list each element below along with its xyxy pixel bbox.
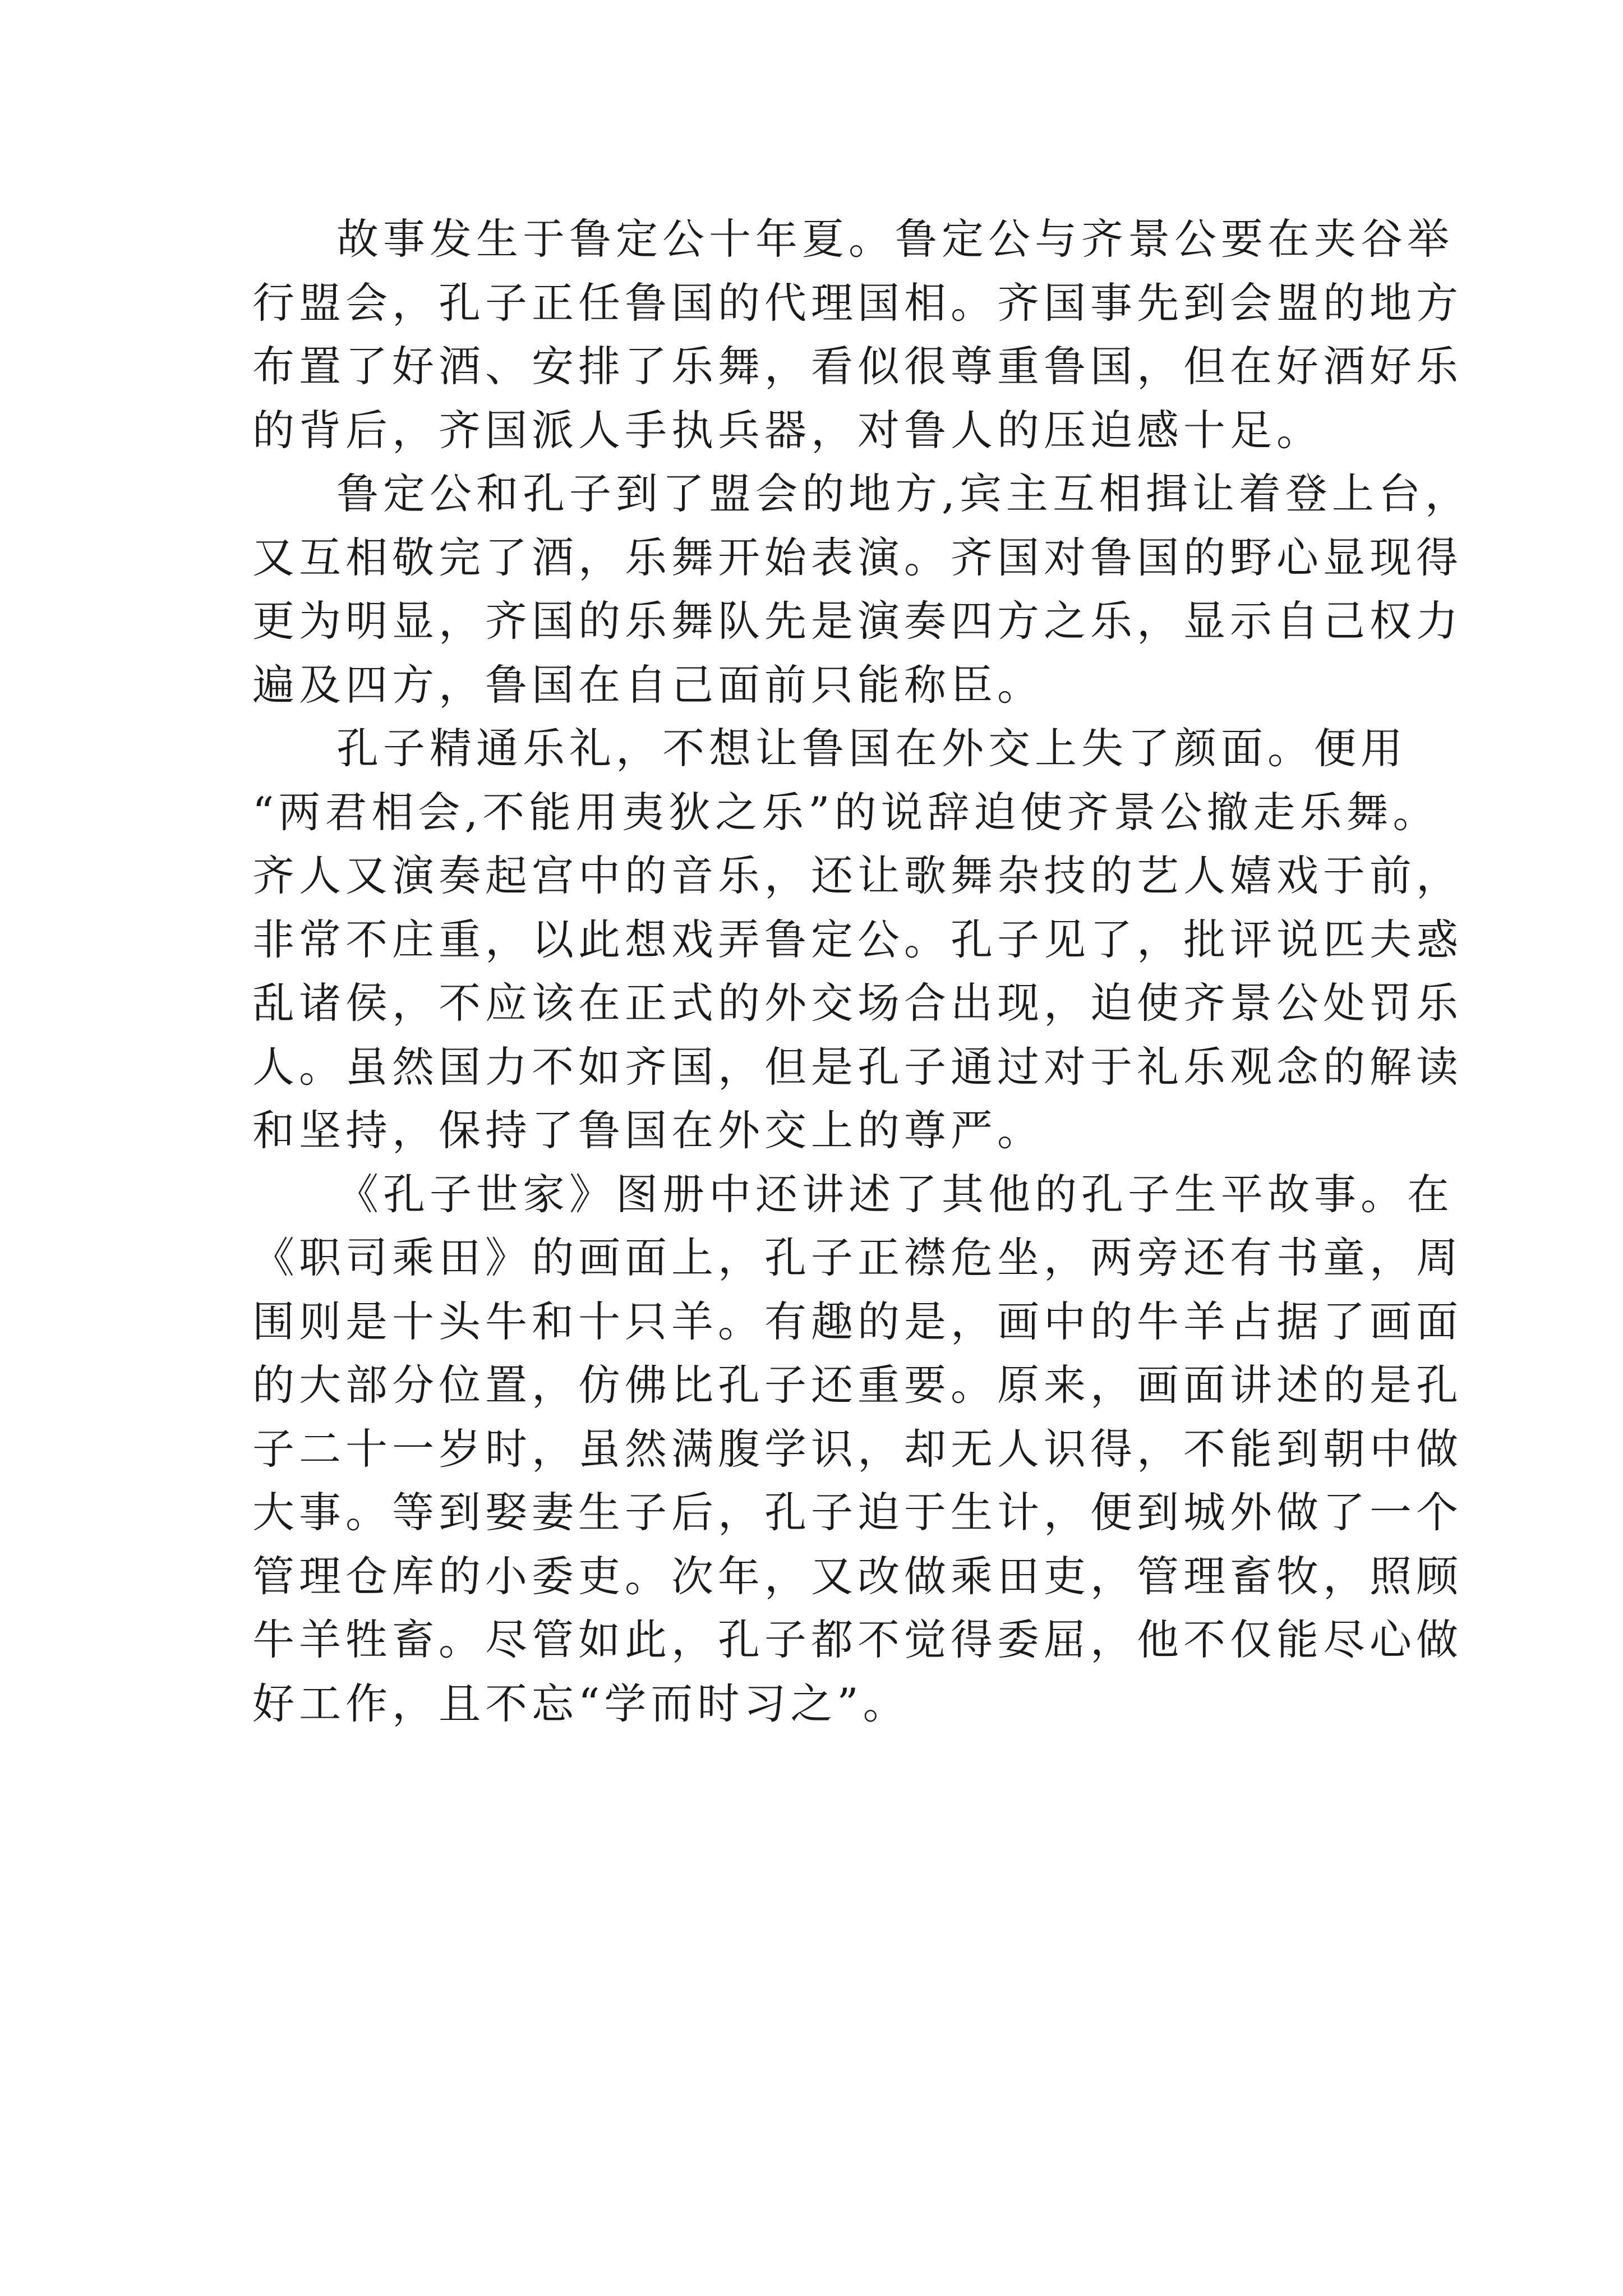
- paragraph-line: 又互相敬完了酒，乐舞开始表演。齐国对鲁国的野心显现得: [252, 532, 1463, 582]
- paragraph-3: [252, 717, 1463, 1163]
- paragraph-line: 大事。等到娶妻生子后，孔子迫于生计，便到城外做了一个: [252, 1488, 1463, 1537]
- paragraph-line: “两君相会,不能用夷狄之乐”的说辞迫使齐景公撤走乐舞。: [252, 787, 1440, 837]
- paragraph-line: 更为明显，齐国的乐舞队先是演奏四方之乐，显示自己权力: [252, 596, 1463, 646]
- paragraph-line: 《职司乘田》的画面上，孔子正襟危坐，两旁还有书童，周: [252, 1233, 1463, 1282]
- paragraph-line: 牛羊牲畜。尽管如此，孔子都不觉得委屈，他不仅能尽心做: [252, 1615, 1463, 1664]
- paragraph-line: 鲁定公和孔子到了盟会的地方,宾主互相揖让着登上台，: [336, 469, 1472, 518]
- paragraph-line: 故事发生于鲁定公十年夏。鲁定公与齐景公要在夹谷举: [336, 214, 1454, 264]
- paragraph-line: 乱诸侯，不应该在正式的外交场合出现，迫使齐景公处罚乐: [252, 978, 1463, 1028]
- paragraph-line: 齐人又演奏起宫中的音乐，还让歌舞杂技的艺人嬉戏于前，: [252, 851, 1463, 900]
- paragraph-line: 子二十一岁时，虽然满腹学识，却无人识得，不能到朝中做: [252, 1424, 1463, 1474]
- paragraph-line: 人。虽然国力不如齐国，但是孔子通过对于礼乐观念的解读: [252, 1042, 1463, 1092]
- paragraph-line: 孔子精通乐礼，不想让鲁国在外交上失了颜面。便用: [336, 724, 1408, 773]
- paragraph-line: 的大部分位置，仿佛比孔子还重要。原来，画面讲述的是孔: [252, 1360, 1463, 1410]
- paragraph-line: 管理仓库的小委吏。次年，又改做乘田吏，管理畜牧，照顾: [252, 1551, 1463, 1601]
- paragraph-4: [252, 1163, 1463, 1736]
- paragraph-line: 遍及四方，鲁国在自己面前只能称臣。: [252, 660, 1044, 710]
- paragraph-2: [252, 462, 1472, 717]
- article-body: [252, 208, 1472, 1736]
- paragraph-line: 布置了好酒、安排了乐舞，看似很尊重鲁国，但在好酒好乐: [252, 342, 1463, 391]
- paragraph-line: 和坚持，保持了鲁国在外交上的尊严。: [252, 1106, 1044, 1155]
- paragraph-line: 行盟会，孔子正任鲁国的代理国相。齐国事先到会盟的地方: [252, 278, 1463, 328]
- paragraph-line: 的背后，齐国派人手执兵器，对鲁人的压迫感十足。: [252, 405, 1324, 455]
- paragraph-line: 好工作，且不忘“学而时习之”。: [252, 1678, 910, 1728]
- paragraph-line: 围则是十头牛和十只羊。有趣的是，画中的牛羊占据了画面: [252, 1296, 1463, 1346]
- paragraph-line: 《孔子世家》图册中还讲述了其他的孔子生平故事。在: [336, 1169, 1454, 1219]
- paragraph-line: 非常不庄重，以此想戏弄鲁定公。孔子见了，批评说匹夫惑: [252, 914, 1463, 964]
- paragraph-1: [252, 208, 1463, 462]
